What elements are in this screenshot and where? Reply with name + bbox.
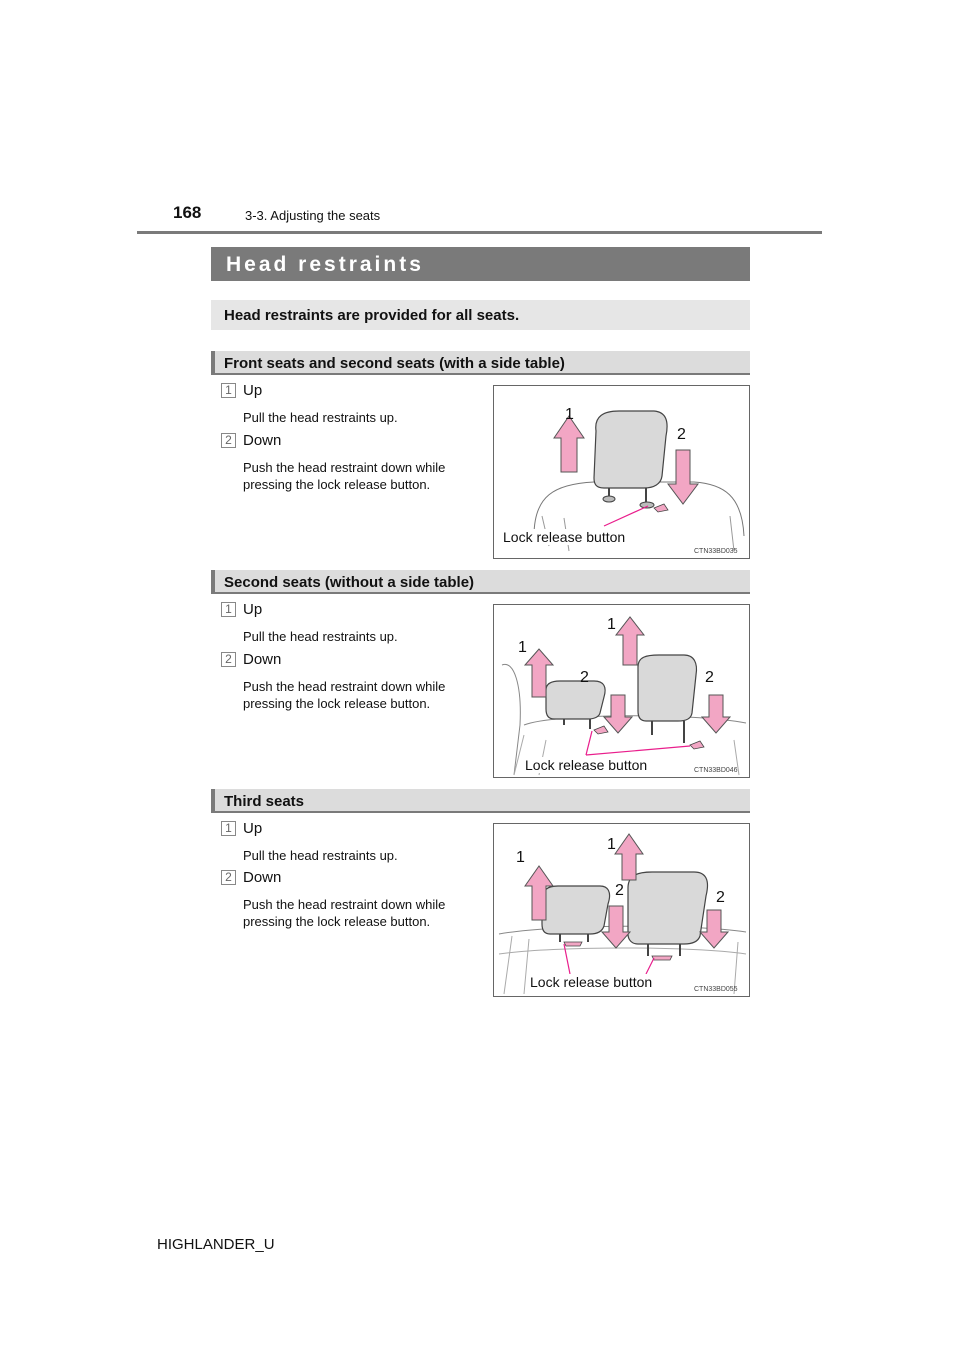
- section-heading: Front seats and second seats (with a side table): [224, 355, 565, 372]
- item-heading: Down: [243, 869, 282, 886]
- figure-code: CTN33BD035: [694, 548, 738, 555]
- figure-code: CTN33BD046: [694, 767, 738, 774]
- third-seat-illustration: [494, 824, 751, 998]
- item-number: 1: [221, 602, 236, 617]
- intro-text: Head restraints are provided for all seats.: [224, 307, 520, 324]
- page-number: 168: [173, 203, 202, 222]
- footer-model: HIGHLANDER_U: [157, 1236, 275, 1253]
- lock-release-callout: Lock release button: [530, 974, 653, 990]
- second-seat-illustration: [494, 605, 751, 779]
- item-description: Push the head restraint down while pressing the lock release button.: [243, 460, 446, 492]
- section-heading-bar: [211, 570, 750, 594]
- figure-marker-2: 2: [705, 669, 714, 686]
- item-description: Push the head restraint down while pressing the lock release button.: [243, 897, 446, 929]
- figure-front-seat: [493, 385, 750, 559]
- figure-code: CTN33BD055: [694, 986, 738, 993]
- breadcrumb: 3-3. Adjusting the seats: [245, 208, 381, 223]
- title-bar: [211, 247, 750, 281]
- item-number: 2: [221, 870, 236, 885]
- item-number: 2: [221, 652, 236, 667]
- figure-second-seat: [493, 604, 750, 778]
- item-heading: Up: [243, 820, 263, 837]
- item-heading: Up: [243, 382, 263, 399]
- item-number: 1: [221, 821, 236, 836]
- section-heading-bar: [211, 351, 750, 375]
- item-description: Push the head restraint down while pressing the lock release button.: [243, 679, 446, 711]
- header-divider: [137, 231, 822, 234]
- section-heading: Second seats (without a side table): [224, 574, 475, 591]
- lock-release-callout: Lock release button: [525, 757, 648, 773]
- figure-marker-1: 1: [607, 616, 616, 633]
- item-heading: Down: [243, 651, 282, 668]
- item-heading: Down: [243, 432, 282, 449]
- item-description: Pull the head restraints up.: [243, 629, 398, 644]
- figure-marker-1: 1: [565, 406, 574, 423]
- item-description: Pull the head restraints up.: [243, 848, 398, 863]
- item-heading: Up: [243, 601, 263, 618]
- figure-marker-1: 1: [516, 849, 525, 866]
- figure-marker-2: 2: [677, 426, 686, 443]
- item-number: 1: [221, 383, 236, 398]
- figure-third-seat: [493, 823, 750, 997]
- figure-marker-1: 1: [607, 836, 616, 853]
- figure-marker-1: 1: [518, 639, 527, 656]
- figure-marker-2: 2: [580, 669, 589, 686]
- section-heading-bar: [211, 789, 750, 813]
- intro-box: [211, 300, 750, 330]
- item-number: 2: [221, 433, 236, 448]
- item-description: Pull the head restraints up.: [243, 410, 398, 425]
- lock-release-callout: Lock release button: [503, 529, 626, 545]
- figure-marker-2: 2: [716, 889, 725, 906]
- figure-marker-2: 2: [615, 882, 624, 899]
- section-heading: Third seats: [224, 793, 305, 810]
- page-title: Head restraints: [226, 253, 424, 276]
